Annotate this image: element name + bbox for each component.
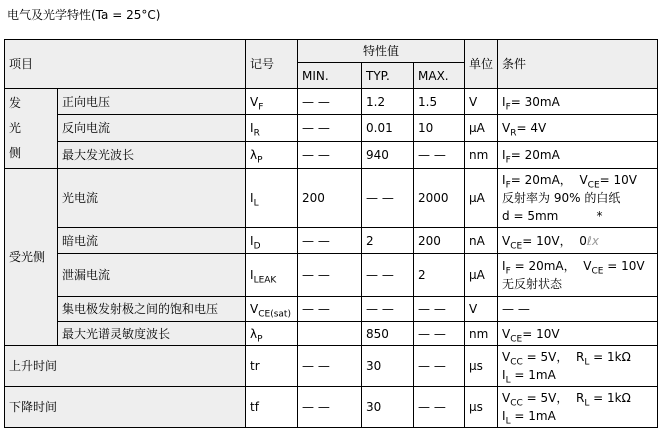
unit-cell: V xyxy=(465,89,498,115)
typ-cell: — — xyxy=(362,254,414,297)
condition-cell: $V_{CE}= 10V$ xyxy=(498,322,658,346)
table-row xyxy=(5,89,658,115)
group-cell-detector: 受光侧 xyxy=(5,169,58,346)
typ-cell: 2 xyxy=(362,228,414,254)
condition-cell: $V_{CC} = 5V$， $R_L = 1k\Omega$ $I_L = 1mA$ xyxy=(498,346,658,387)
col-header-max: MAX. xyxy=(414,63,465,89)
min-cell: 200 xyxy=(298,169,362,228)
item-cell: 下降时间 xyxy=(5,387,246,428)
table-row xyxy=(5,115,658,141)
table-row xyxy=(5,297,658,322)
item-cell: 正向电压 xyxy=(58,89,246,115)
max-cell: 1.5 xyxy=(414,89,465,115)
condition-cell: $V_R= 4V$ xyxy=(498,115,658,141)
item-cell: 上升时间 xyxy=(5,346,246,387)
condition-cell: $I_F= 20mA$ xyxy=(498,141,658,168)
table-row xyxy=(5,346,658,387)
group-label: 发光侧 xyxy=(9,96,22,160)
item-cell: 暗电流 xyxy=(58,228,246,254)
item-cell: 反向电流 xyxy=(58,115,246,141)
max-cell: 2 xyxy=(414,254,465,297)
typ-cell: — — xyxy=(362,169,414,228)
unit-cell: μs xyxy=(465,387,498,428)
col-header-typ: TYP. xyxy=(362,63,414,89)
max-cell: — — xyxy=(414,322,465,346)
item-cell: 最大发光波长 xyxy=(58,141,246,168)
item-cell: 集电极发射极之间的饱和电压 xyxy=(58,297,246,322)
symbol-cell: $\lambda_P$ xyxy=(246,141,298,168)
typ-cell: 850 xyxy=(362,322,414,346)
unit-cell: μs xyxy=(465,346,498,387)
symbol-cell: $V_{CE(sat)}$ xyxy=(246,297,298,322)
condition-cell: $I_F= 20mA$， $V_{CE}= 10V$ 反射率为 90% 的白纸 d = 5mm * xyxy=(498,169,658,228)
item-cell: 最大光谱灵敏度波长 xyxy=(58,322,246,346)
table-row xyxy=(5,322,658,346)
unit-cell: nm xyxy=(465,141,498,168)
min-cell: — — xyxy=(298,346,362,387)
symbol-cell: tr xyxy=(246,346,298,387)
condition-cell: $V_{CC} = 5V$， $R_L = 1k\Omega$ $I_L = 1mA$ xyxy=(498,387,658,428)
max-cell: 10 xyxy=(414,115,465,141)
max-cell: 200 xyxy=(414,228,465,254)
condition-cell: $I_F = 20mA$， $V_{CE} = 10V$ 无反射状态 xyxy=(498,254,658,297)
max-cell: — — xyxy=(414,141,465,168)
max-cell: — — xyxy=(414,297,465,322)
item-cell: 泄漏电流 xyxy=(58,254,246,297)
col-header-symbol: 记号 xyxy=(246,40,298,89)
typ-cell: 0.01 xyxy=(362,115,414,141)
unit-cell: V xyxy=(465,297,498,322)
unit-cell: μA xyxy=(465,254,498,297)
max-cell: — — xyxy=(414,387,465,428)
symbol-cell: $I_{LEAK}$ xyxy=(246,254,298,297)
min-cell: — — xyxy=(298,254,362,297)
col-header-unit: 单位 xyxy=(465,40,498,89)
unit-cell: μA xyxy=(465,115,498,141)
symbol-cell: $I_L$ xyxy=(246,169,298,228)
table-row xyxy=(5,141,658,168)
table-row xyxy=(5,169,658,228)
min-cell: — — xyxy=(298,115,362,141)
group-cell-emitter xyxy=(5,89,58,169)
typ-cell: 30 xyxy=(362,387,414,428)
typ-cell: 30 xyxy=(362,346,414,387)
col-header-value-group: 特性值 xyxy=(298,40,465,63)
min-cell: — — xyxy=(298,141,362,168)
header-row-1 xyxy=(5,40,658,63)
unit-cell: nm xyxy=(465,322,498,346)
min-cell: — — xyxy=(298,89,362,115)
item-cell: 光电流 xyxy=(58,169,246,228)
col-header-min: MIN. xyxy=(298,63,362,89)
typ-cell: 940 xyxy=(362,141,414,168)
max-cell: — — xyxy=(414,346,465,387)
min-cell: — — xyxy=(298,228,362,254)
col-header-item: 项目 xyxy=(5,40,246,89)
typ-cell: — — xyxy=(362,297,414,322)
min-cell xyxy=(298,322,362,346)
symbol-cell: $I_D$ xyxy=(246,228,298,254)
min-cell: — — xyxy=(298,297,362,322)
min-cell: — — xyxy=(298,387,362,428)
table-row xyxy=(5,254,658,297)
unit-cell: μA xyxy=(465,169,498,228)
max-cell: 2000 xyxy=(414,169,465,228)
condition-cell: $V_{CE}= 10V$， 0ℓx xyxy=(498,228,658,254)
symbol-cell: $\lambda_P$ xyxy=(246,322,298,346)
table-row xyxy=(5,387,658,428)
characteristics-table xyxy=(4,39,658,428)
unit-cell: nA xyxy=(465,228,498,254)
table-row xyxy=(5,228,658,254)
typ-cell: 1.2 xyxy=(362,89,414,115)
condition-cell: — — xyxy=(498,297,658,322)
symbol-cell: tf xyxy=(246,387,298,428)
symbol-cell: $I_R$ xyxy=(246,115,298,141)
col-header-condition: 条件 xyxy=(498,40,658,89)
symbol-cell: $V_F$ xyxy=(246,89,298,115)
page-title: 电气及光学特性(Ta = 25°C) xyxy=(7,8,161,22)
condition-cell: $I_F= 30mA$ xyxy=(498,89,658,115)
